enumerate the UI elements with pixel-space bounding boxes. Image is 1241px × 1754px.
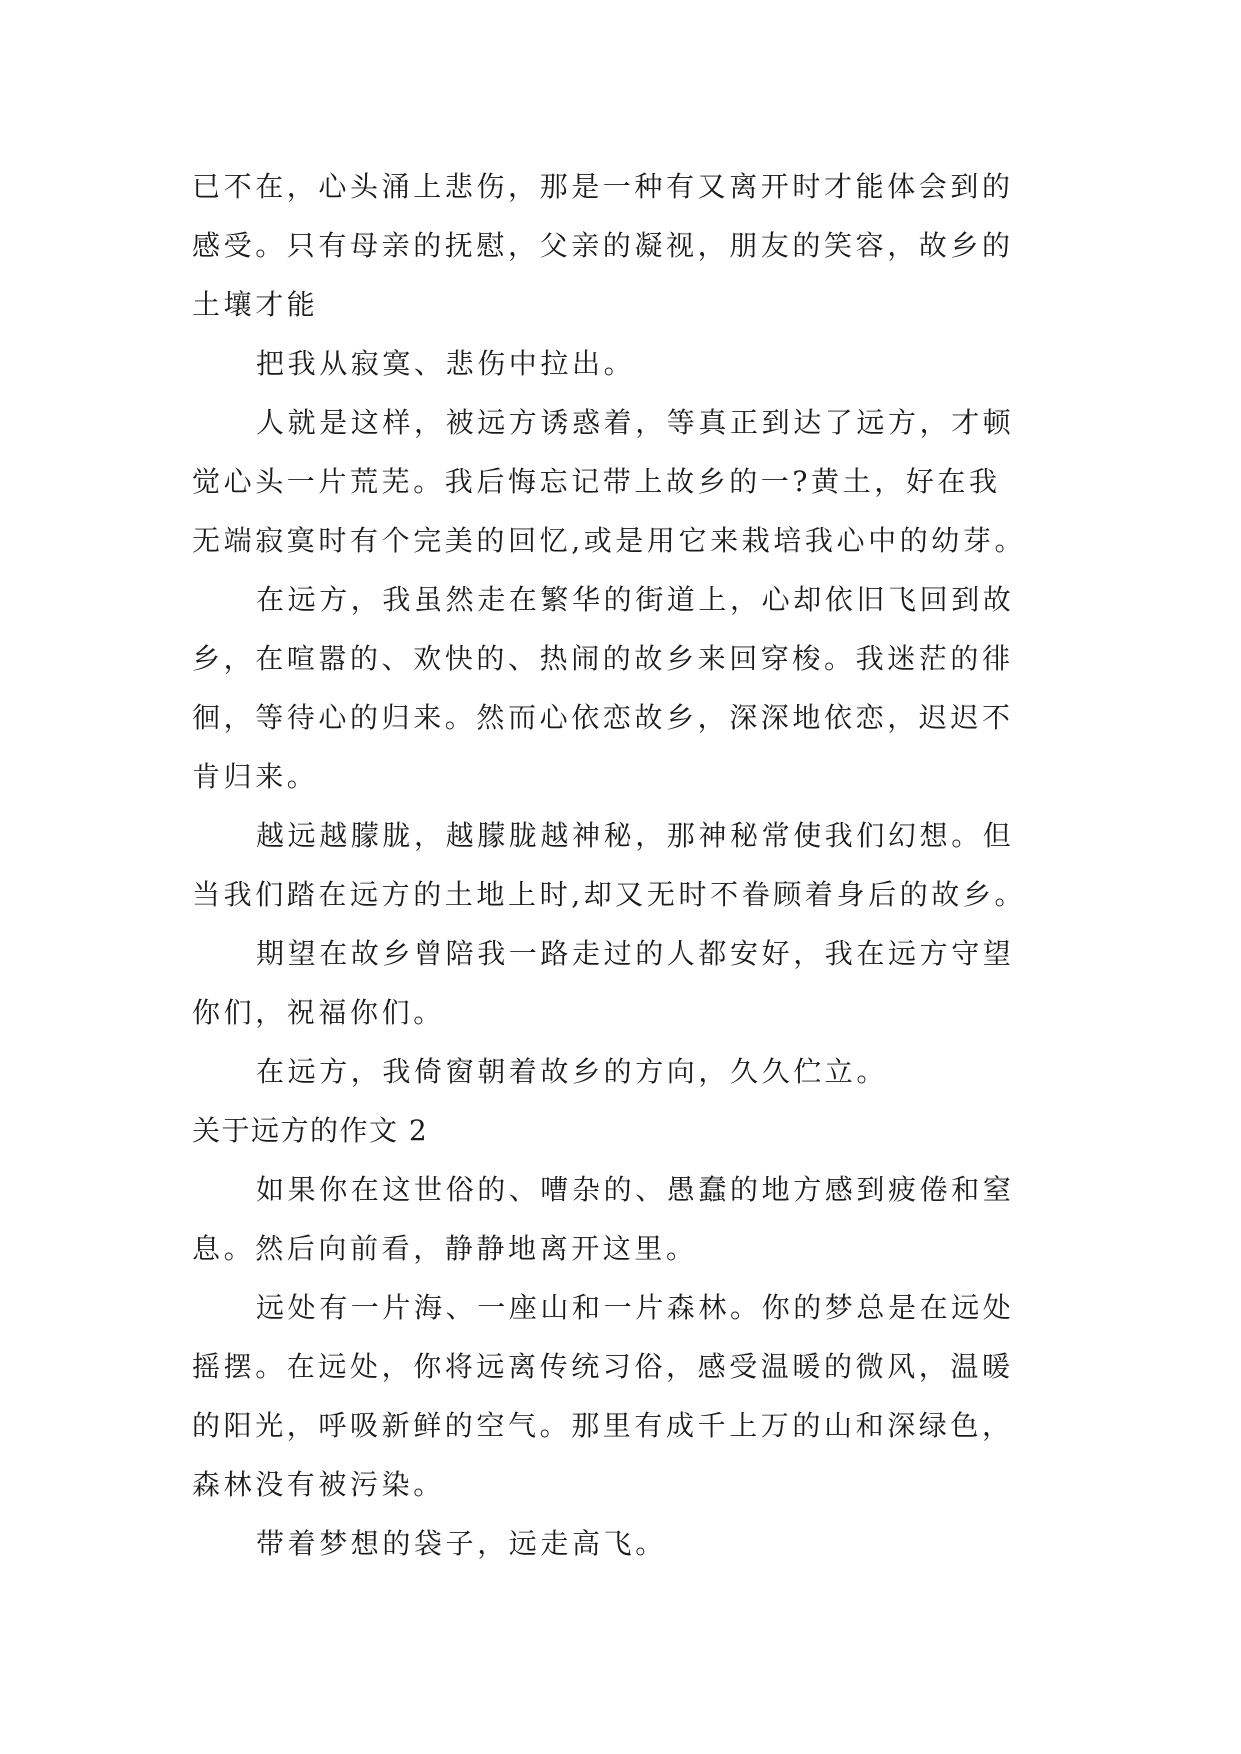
text-line: 肯归来。 — [192, 760, 319, 793]
text-line: 息。然后向前看，静静地离开这里。 — [192, 1232, 698, 1265]
paragraph — [192, 570, 1062, 806]
document-body — [192, 157, 1062, 1573]
paragraph — [192, 806, 1062, 924]
text-line: 带着梦想的袋子，远走高飞。 — [256, 1527, 667, 1560]
paragraph — [192, 1160, 1062, 1278]
section-heading: 关于远方的作文 2 — [192, 1114, 429, 1147]
text-line: 森林没有被污染。 — [192, 1468, 445, 1501]
text-line: 期望在故乡曾陪我一路走过的人都安好，我在远方守望 — [256, 937, 1015, 970]
text-line: 远处有一片海、一座山和一片森林。你的梦总是在远处 — [256, 1291, 1015, 1324]
paragraph — [192, 1042, 1062, 1101]
text-line: 的阳光，呼吸新鲜的空气。那里有成千上万的山和深绿色， — [192, 1409, 1014, 1442]
text-line: 当我们踏在远方的土地上时,却又无时不眷顾着身后的故乡。 — [192, 878, 1027, 911]
text-line: 把我从寂寞、悲伤中拉出。 — [256, 347, 636, 380]
text-line: 越远越朦胧，越朦胧越神秘，那神秘常使我们幻想。但 — [256, 819, 1015, 852]
text-line: 感受。只有母亲的抚慰，父亲的凝视，朋友的笑容，故乡的 — [192, 229, 1014, 262]
paragraph — [192, 334, 1062, 393]
text-line: 人就是这样，被远方诱惑着，等真正到达了远方，才顿 — [256, 406, 1015, 439]
text-line: 你们，祝福你们。 — [192, 996, 445, 1029]
text-line: 觉心头一片荒芜。我后悔忘记带上故乡的一?黄土，好在我 — [192, 465, 1001, 498]
paragraph — [192, 393, 1062, 570]
paragraph — [192, 157, 1062, 334]
text-line: 土壤才能 — [192, 288, 319, 321]
text-line: 在远方，我倚窗朝着故乡的方向，久久伫立。 — [256, 1055, 889, 1088]
text-line: 已不在，心头涌上悲伤，那是一种有又离开时才能体会到的 — [192, 170, 1014, 203]
paragraph — [192, 1514, 1062, 1573]
text-line: 如果你在这世俗的、嘈杂的、愚蠢的地方感到疲倦和窒 — [256, 1173, 1015, 1206]
text-line: 徊，等待心的归来。然而心依恋故乡，深深地依恋，迟迟不 — [192, 701, 1014, 734]
text-line: 摇摆。在远处，你将远离传统习俗，感受温暖的微风，温暖 — [192, 1350, 1014, 1383]
paragraph — [192, 1278, 1062, 1514]
text-line: 在远方，我虽然走在繁华的街道上，心却依旧飞回到故 — [256, 583, 1015, 616]
text-line: 无端寂寞时有个完美的回忆,或是用它来栽培我心中的幼芽。 — [192, 524, 1027, 557]
text-line: 乡，在喧嚣的、欢快的、热闹的故乡来回穿梭。我迷茫的徘 — [192, 642, 1014, 675]
paragraph — [192, 924, 1062, 1042]
